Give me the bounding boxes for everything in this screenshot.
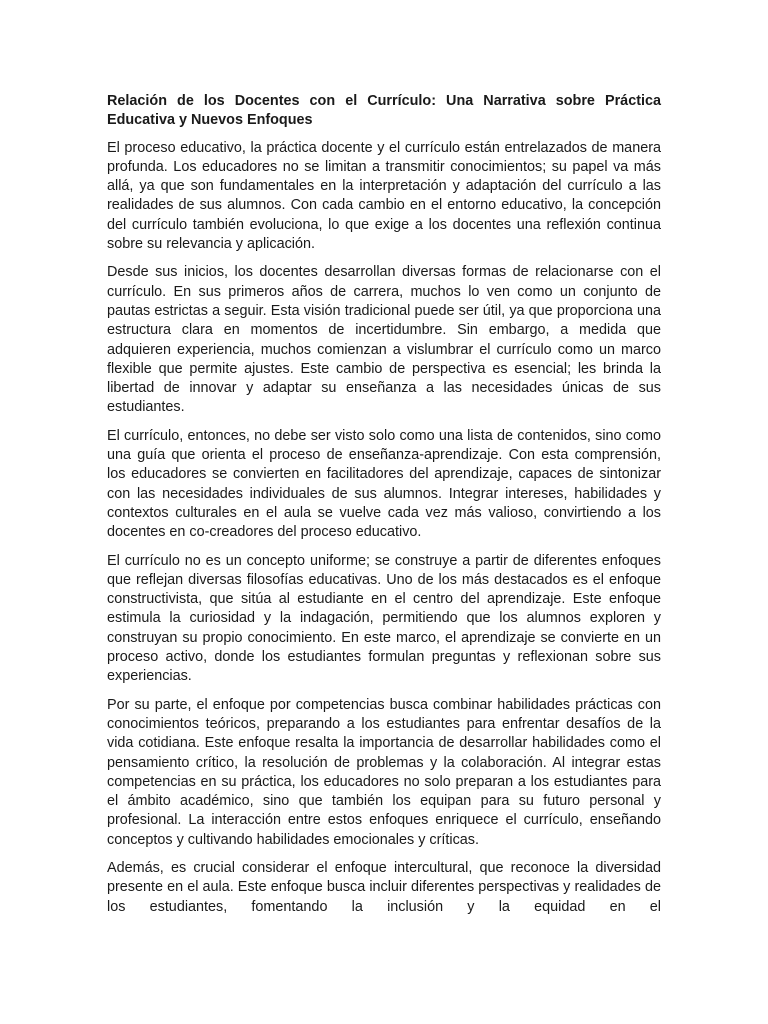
paragraph-1: El proceso educativo, la práctica docente y el currículo están entrelazados de manera profunda. Los educadores no se limitan a transmitir conocimientos; su papel va más allá, ya que son fundamentales en la interpretación y adaptación del currículo a las realidades de sus alumnos. Con cada cambio en el entorno educativo, la concepción del currículo también evoluciona, lo que exige a los docentes una reflexión continua sobre su relevancia y aplicación. — [107, 139, 661, 253]
document-title: Relación de los Docentes con el Currículo: Una Narrativa sobre Práctica Educativa y Nuevos Enfoques — [107, 93, 661, 129]
document-page — [107, 92, 661, 926]
paragraph-3: El currículo, entonces, no debe ser visto solo como una lista de contenidos, sino como una guía que orienta el proceso de enseñanza-aprendizaje. Con esta comprensión, los educadores se convierten en facilitadores del aprendizaje, capaces de sintonizar con las necesidades individuales de sus alumnos. Integrar intereses, habilidades y contextos culturales en el aula se vuelve cada vez más valioso, convirtiendo a los docentes en co-creadores del proceso educativo. — [107, 427, 661, 541]
paragraph-6: Además, es crucial considerar el enfoque intercultural, que reconoce la diversidad presente en el aula. Este enfoque busca incluir diferentes perspectivas y realidades de los estudiantes, fomentando la inclusión y la equidad en el — [107, 859, 661, 915]
paragraph-4: El currículo no es un concepto uniforme; se construye a partir de diferentes enfoques que reflejan diversas filosofías educativas. Uno de los más destacados es el enfoque constructivista, que sitúa al estudiante en el centro del aprendizaje. Este enfoque estimula la curiosidad y la indagación, permitiendo que los alumnos exploren y construyan su propio conocimiento. En este marco, el aprendizaje se convierte en un proceso activo, donde los estudiantes formulan preguntas y reflexionan sobre sus experiencias. — [107, 552, 661, 685]
paragraph-5: Por su parte, el enfoque por competencias busca combinar habilidades prácticas con conocimientos teóricos, preparando a los estudiantes para enfrentar desafíos de la vida cotidiana. Este enfoque resalta la importancia de desarrollar habilidades como el pensamiento crítico, la resolución de problemas y la colaboración. Al integrar estas competencias en su práctica, los educadores no solo preparan a los estudiantes para el ámbito académico, sino que también los equipan para su futuro personal y profesional. La interacción entre estos enfoques enriquece el currículo, enseñando conceptos y cultivando habilidades emocionales y críticas. — [107, 696, 661, 848]
paragraph-2: Desde sus inicios, los docentes desarrollan diversas formas de relacionarse con el currículo. En sus primeros años de carrera, muchos lo ven como un conjunto de pautas estrictas a seguir. Esta visión tradicional puede ser útil, ya que proporciona una estructura clara en momentos de incertidumbre. Sin embargo, a medida que adquieren experiencia, muchos comienzan a vislumbrar el currículo como un marco flexible que permite ajustes. Este cambio de perspectiva es esencial; les brinda la libertad de innovar y adaptar su enseñanza a las necesidades únicas de sus estudiantes. — [107, 264, 661, 416]
